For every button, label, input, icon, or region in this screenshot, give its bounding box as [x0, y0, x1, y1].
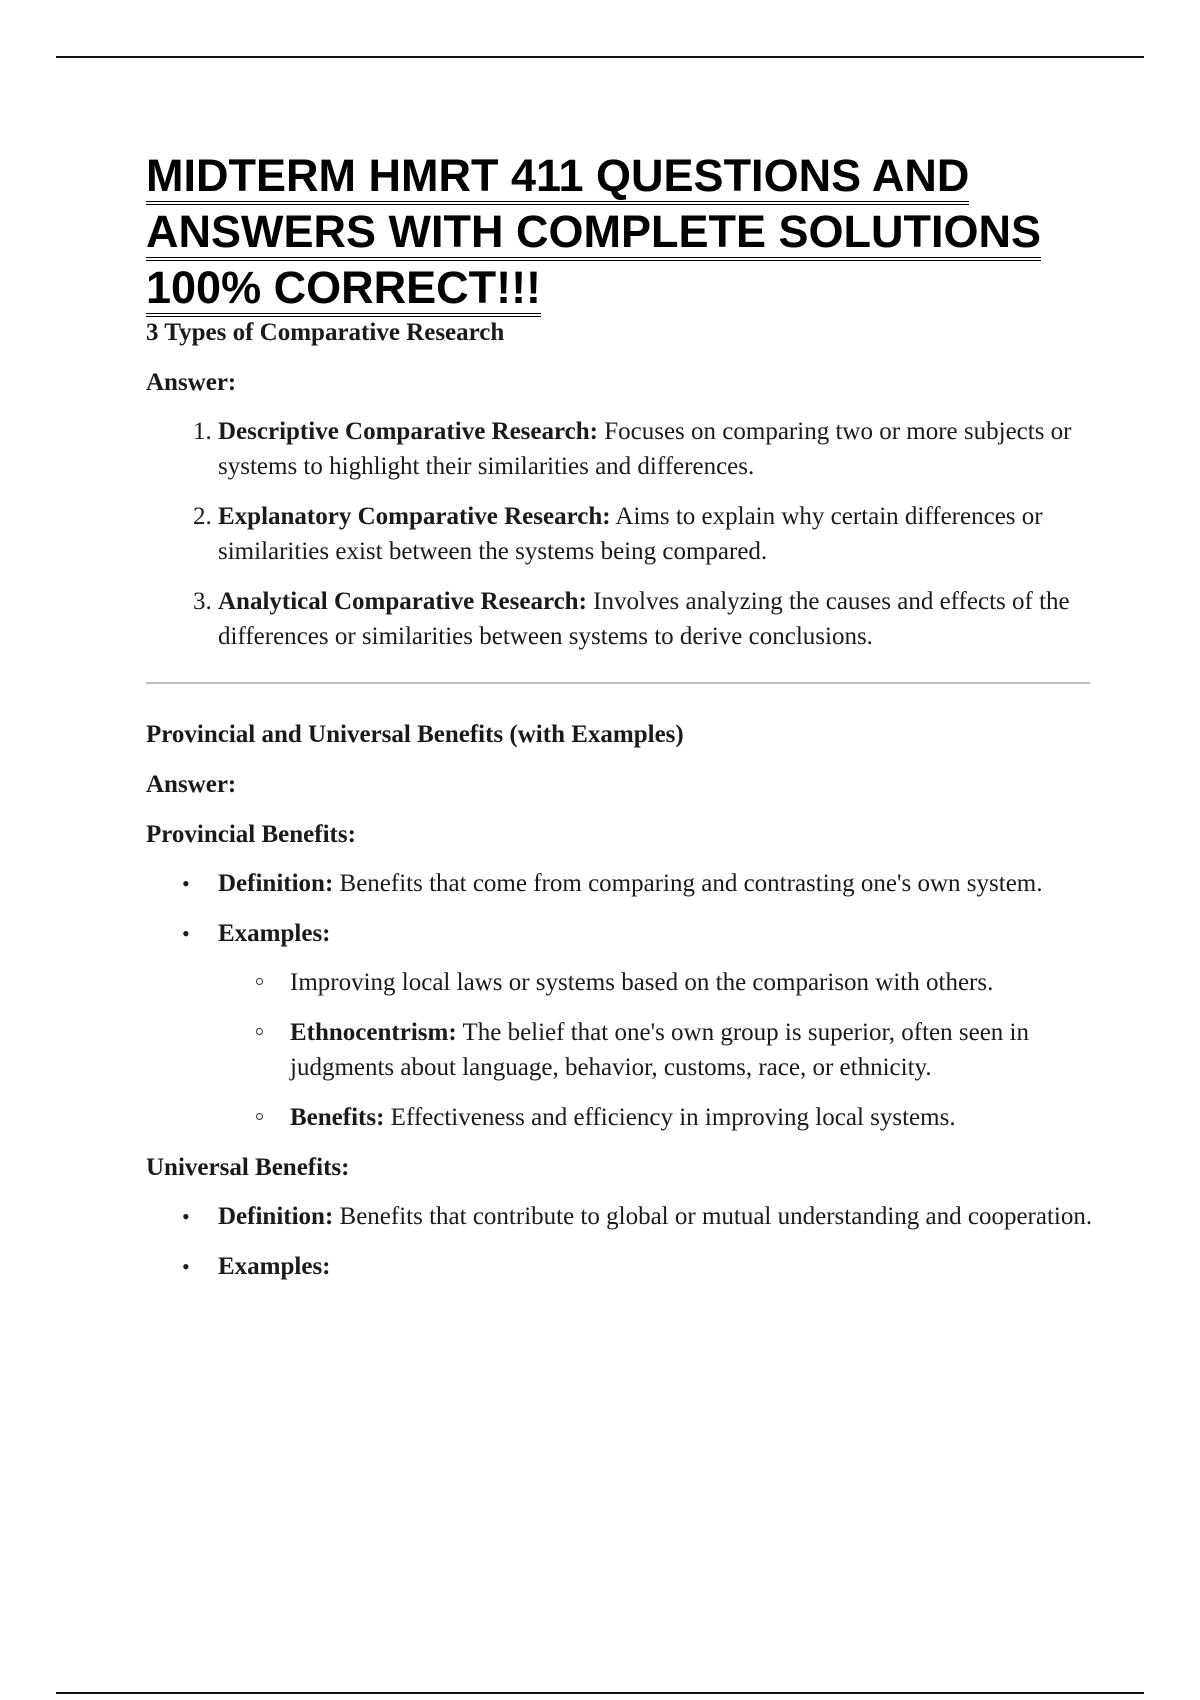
- page-top-rule: [56, 56, 1144, 58]
- bullet-icon: •: [182, 1204, 190, 1229]
- item-text: Improving local laws or systems based on the comparison with others.: [290, 969, 994, 996]
- provincial-heading: Provincial Benefits:: [146, 821, 356, 848]
- list-item: [218, 584, 1096, 654]
- bullet-icon: •: [182, 1254, 190, 1279]
- item-label: Ethnocentrism:: [290, 1019, 457, 1046]
- item-label: Explanatory Comparative Research:: [218, 503, 611, 530]
- answer-label: Answer:: [146, 369, 237, 396]
- list-item: [182, 916, 1096, 1135]
- item-text: Aims to explain why certain differences or similarities exist between the systems being compared.: [218, 503, 1043, 565]
- question-heading: 3 Types of Comparative Research: [146, 319, 505, 346]
- document-title: [146, 148, 1096, 316]
- item-text: Focuses on comparing two or more subjects or systems to highlight their similarities and differences.: [218, 418, 1072, 480]
- item-label: Analytical Comparative Research:: [218, 588, 587, 615]
- answer-label: Answer:: [146, 771, 237, 798]
- item-label: Examples:: [218, 920, 331, 947]
- item-label: Descriptive Comparative Research:: [218, 418, 598, 445]
- universal-heading: Universal Benefits:: [146, 1154, 350, 1181]
- bullet-icon: •: [182, 871, 190, 896]
- item-text: Involves analyzing the causes and effects of the differences or similarities between systems to derive conclusions.: [218, 588, 1070, 650]
- item-label: Definition:: [218, 1203, 334, 1230]
- circle-bullet-icon: [256, 1028, 263, 1035]
- circle-bullet-icon: [256, 1113, 263, 1120]
- list-item: [182, 1199, 1096, 1234]
- list-item: [182, 866, 1096, 901]
- list-item: [290, 965, 1096, 1000]
- list-item: [218, 414, 1096, 484]
- list-item: [218, 499, 1096, 569]
- item-label: Benefits:: [290, 1104, 385, 1131]
- document-body: [146, 148, 1096, 1299]
- universal-list: [146, 1199, 1096, 1284]
- question-heading: Provincial and Universal Benefits (with Examples): [146, 721, 684, 748]
- item-text: Benefits that contribute to global or mutual understanding and cooperation.: [333, 1203, 1093, 1230]
- provincial-list: [146, 866, 1096, 1135]
- item-text: Effectiveness and efficiency in improving local systems.: [384, 1104, 956, 1131]
- list-item: [182, 1249, 1096, 1284]
- item-text: Benefits that come from comparing and contrasting one's own system.: [333, 870, 1043, 897]
- circle-bullet-icon: [256, 978, 263, 985]
- bullet-icon: •: [182, 921, 190, 946]
- document-title-text: MIDTERM HMRT 411 QUESTIONS AND ANSWERS WITH COMPLETE SOLUTIONS 100% CORRECT!!!: [146, 150, 1041, 317]
- provincial-examples-list: [218, 965, 1096, 1135]
- item-label: Examples:: [218, 1253, 331, 1280]
- item-text: The belief that one's own group is superior, often seen in judgments about language, behavior, customs, race, or ethnicity.: [290, 1019, 1030, 1081]
- section-divider: [146, 682, 1090, 684]
- item-label: Definition:: [218, 870, 334, 897]
- research-types-list: [146, 414, 1096, 654]
- list-item: [290, 1015, 1096, 1085]
- page-bottom-rule: [56, 1692, 1144, 1694]
- list-item: [290, 1100, 1096, 1135]
